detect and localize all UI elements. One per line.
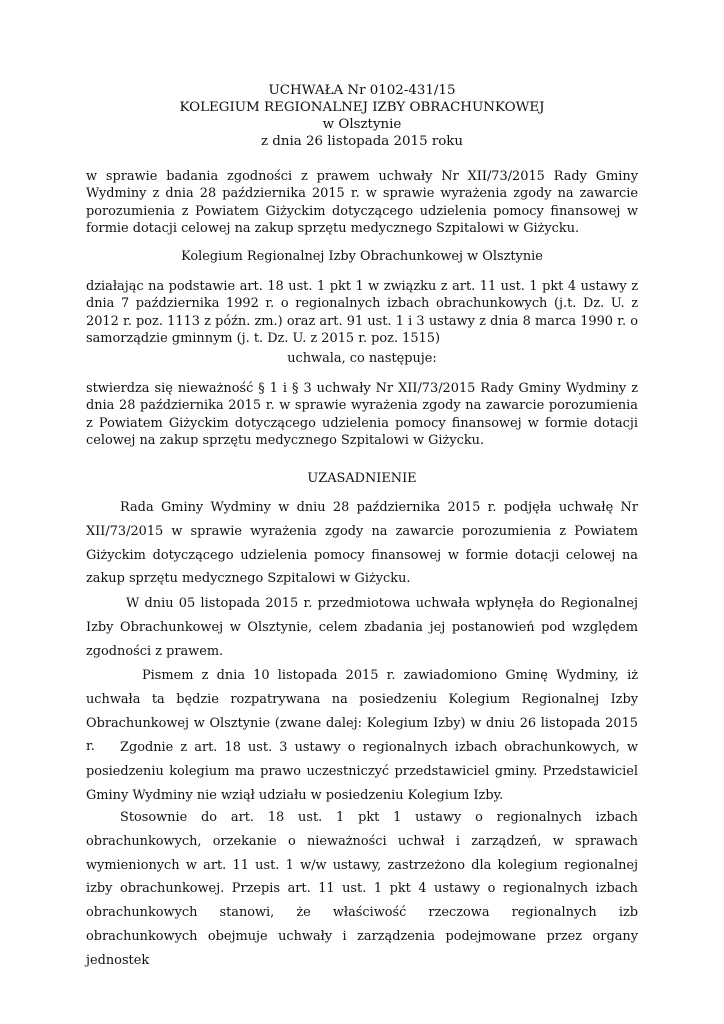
justification-title: UZASADNIENIE	[307, 471, 417, 486]
resolution-date: z dnia 26 listopada 2015 roku	[260, 134, 464, 149]
decision-text: stwierdza się nieważność § 1 i § 3 uchwały Nr XII/73/2015 Rady Gminy Wydminy z dnia 28 października 2015 r. w sprawie wyrażenia zgody na zawarcie porozumienia z Powiatem Giżyckim dotyczącego udzielenia pomocy finansowej w formie dotacji celowej na zakup sprzętu medycznego Szpitalowi w Giżycku.	[86, 381, 638, 448]
resolves-line: uchwala, co następuje:	[287, 351, 437, 366]
resolution-number: UCHWAŁA Nr 0102-431/15	[268, 83, 456, 98]
resolution-subject: w sprawie badania zgodności z prawem uchwały Nr XII/73/2015 Rady Gminy Wydminy z dnia 28 października 2015 r. w sprawie wyrażenia zgody na zawarcie porozumienia z Powiatem Giżyckim dotyczącego udzielenia pomocy finansowej w formie dotacji celowej na zakup sprzętu medycznego Szpitalowi w Giżycku.	[86, 169, 638, 236]
issuing-body: KOLEGIUM REGIONALNEJ IZBY OBRACHUNKOWEJ	[179, 100, 545, 115]
justification-paragraph: Stosownie do art. 18 ust. 1 pkt 1 ustawy o regionalnych izbach obrachunkowych, orzekanie o nieważności uchwał i zarządzeń, w sprawach wymienionych w art. 11 ust. 1 w/w ustawy, zastrzeżono dla kolegium regionalnej izby obrachunkowej. Przepis art. 11 ust. 1 pkt 4 ustawy o regionalnych izbach obrachunkowych stanowi, że właściwość rzeczowa regionalnych izb obrachunkowych obejmuje uchwały i zarządzenia podejmowane przez organy jednostek	[86, 810, 638, 968]
resolution-header	[0, 82, 724, 150]
justification-paragraph: Pismem z dnia 10 listopada 2015 r. zawiadomiono Gminę Wydminy, iż uchwała ta będzie rozpatrywana na posiedzeniu Kolegium Regionalnej Izby Obrachunkowej w Olsztynie (zwane dalej: Kolegium Izby) w dniu 26 listopada 2015 r.	[86, 668, 638, 755]
issuing-location: w Olsztynie	[322, 117, 402, 132]
justification-paragraph: Rada Gminy Wydminy w dniu 28 października 2015 r. podjęła uchwałę Nr XII/73/2015 w sprawie wyrażenia zgody na zawarcie porozumienia z Powiatem Giżyckim dotyczącego udzielenia pomocy finansowej w formie dotacji celowej na zakup sprzętu medycznego Szpitalowi w Giżycku.	[86, 500, 638, 587]
justification-paragraph: Zgodnie z art. 18 ust. 3 ustawy o regionalnych izbach obrachunkowych, w posiedzeniu kolegium ma prawo uczestniczyć przedstawiciel gminy. Przedstawiciel Gminy Wydminy nie wziął udziału w posiedzeniu Kolegium Izby.	[86, 740, 638, 803]
legal-basis: działając na podstawie art. 18 ust. 1 pkt 1 w związku z art. 11 ust. 1 pkt 4 ustawy z dnia 7 października 1992 r. o regionalnych izbach obrachunkowych (j.t. Dz. U. z 2012 r. poz. 1113 z późn. zm.) oraz art. 91 ust. 1 i 3 ustawy z dnia 8 marca 1990 r. o samorządzie gminnym (j. t. Dz. U. z 2015 r. poz. 1515)	[86, 279, 638, 346]
justification-paragraph: W dniu 05 listopada 2015 r. przedmiotowa uchwała wpłynęła do Regionalnej Izby Obrachunkowej w Olsztynie, celem zbadania jej postanowień pod względem zgodności z prawem.	[86, 596, 638, 659]
authority-line: Kolegium Regionalnej Izby Obrachunkowej w Olsztynie	[181, 249, 543, 264]
